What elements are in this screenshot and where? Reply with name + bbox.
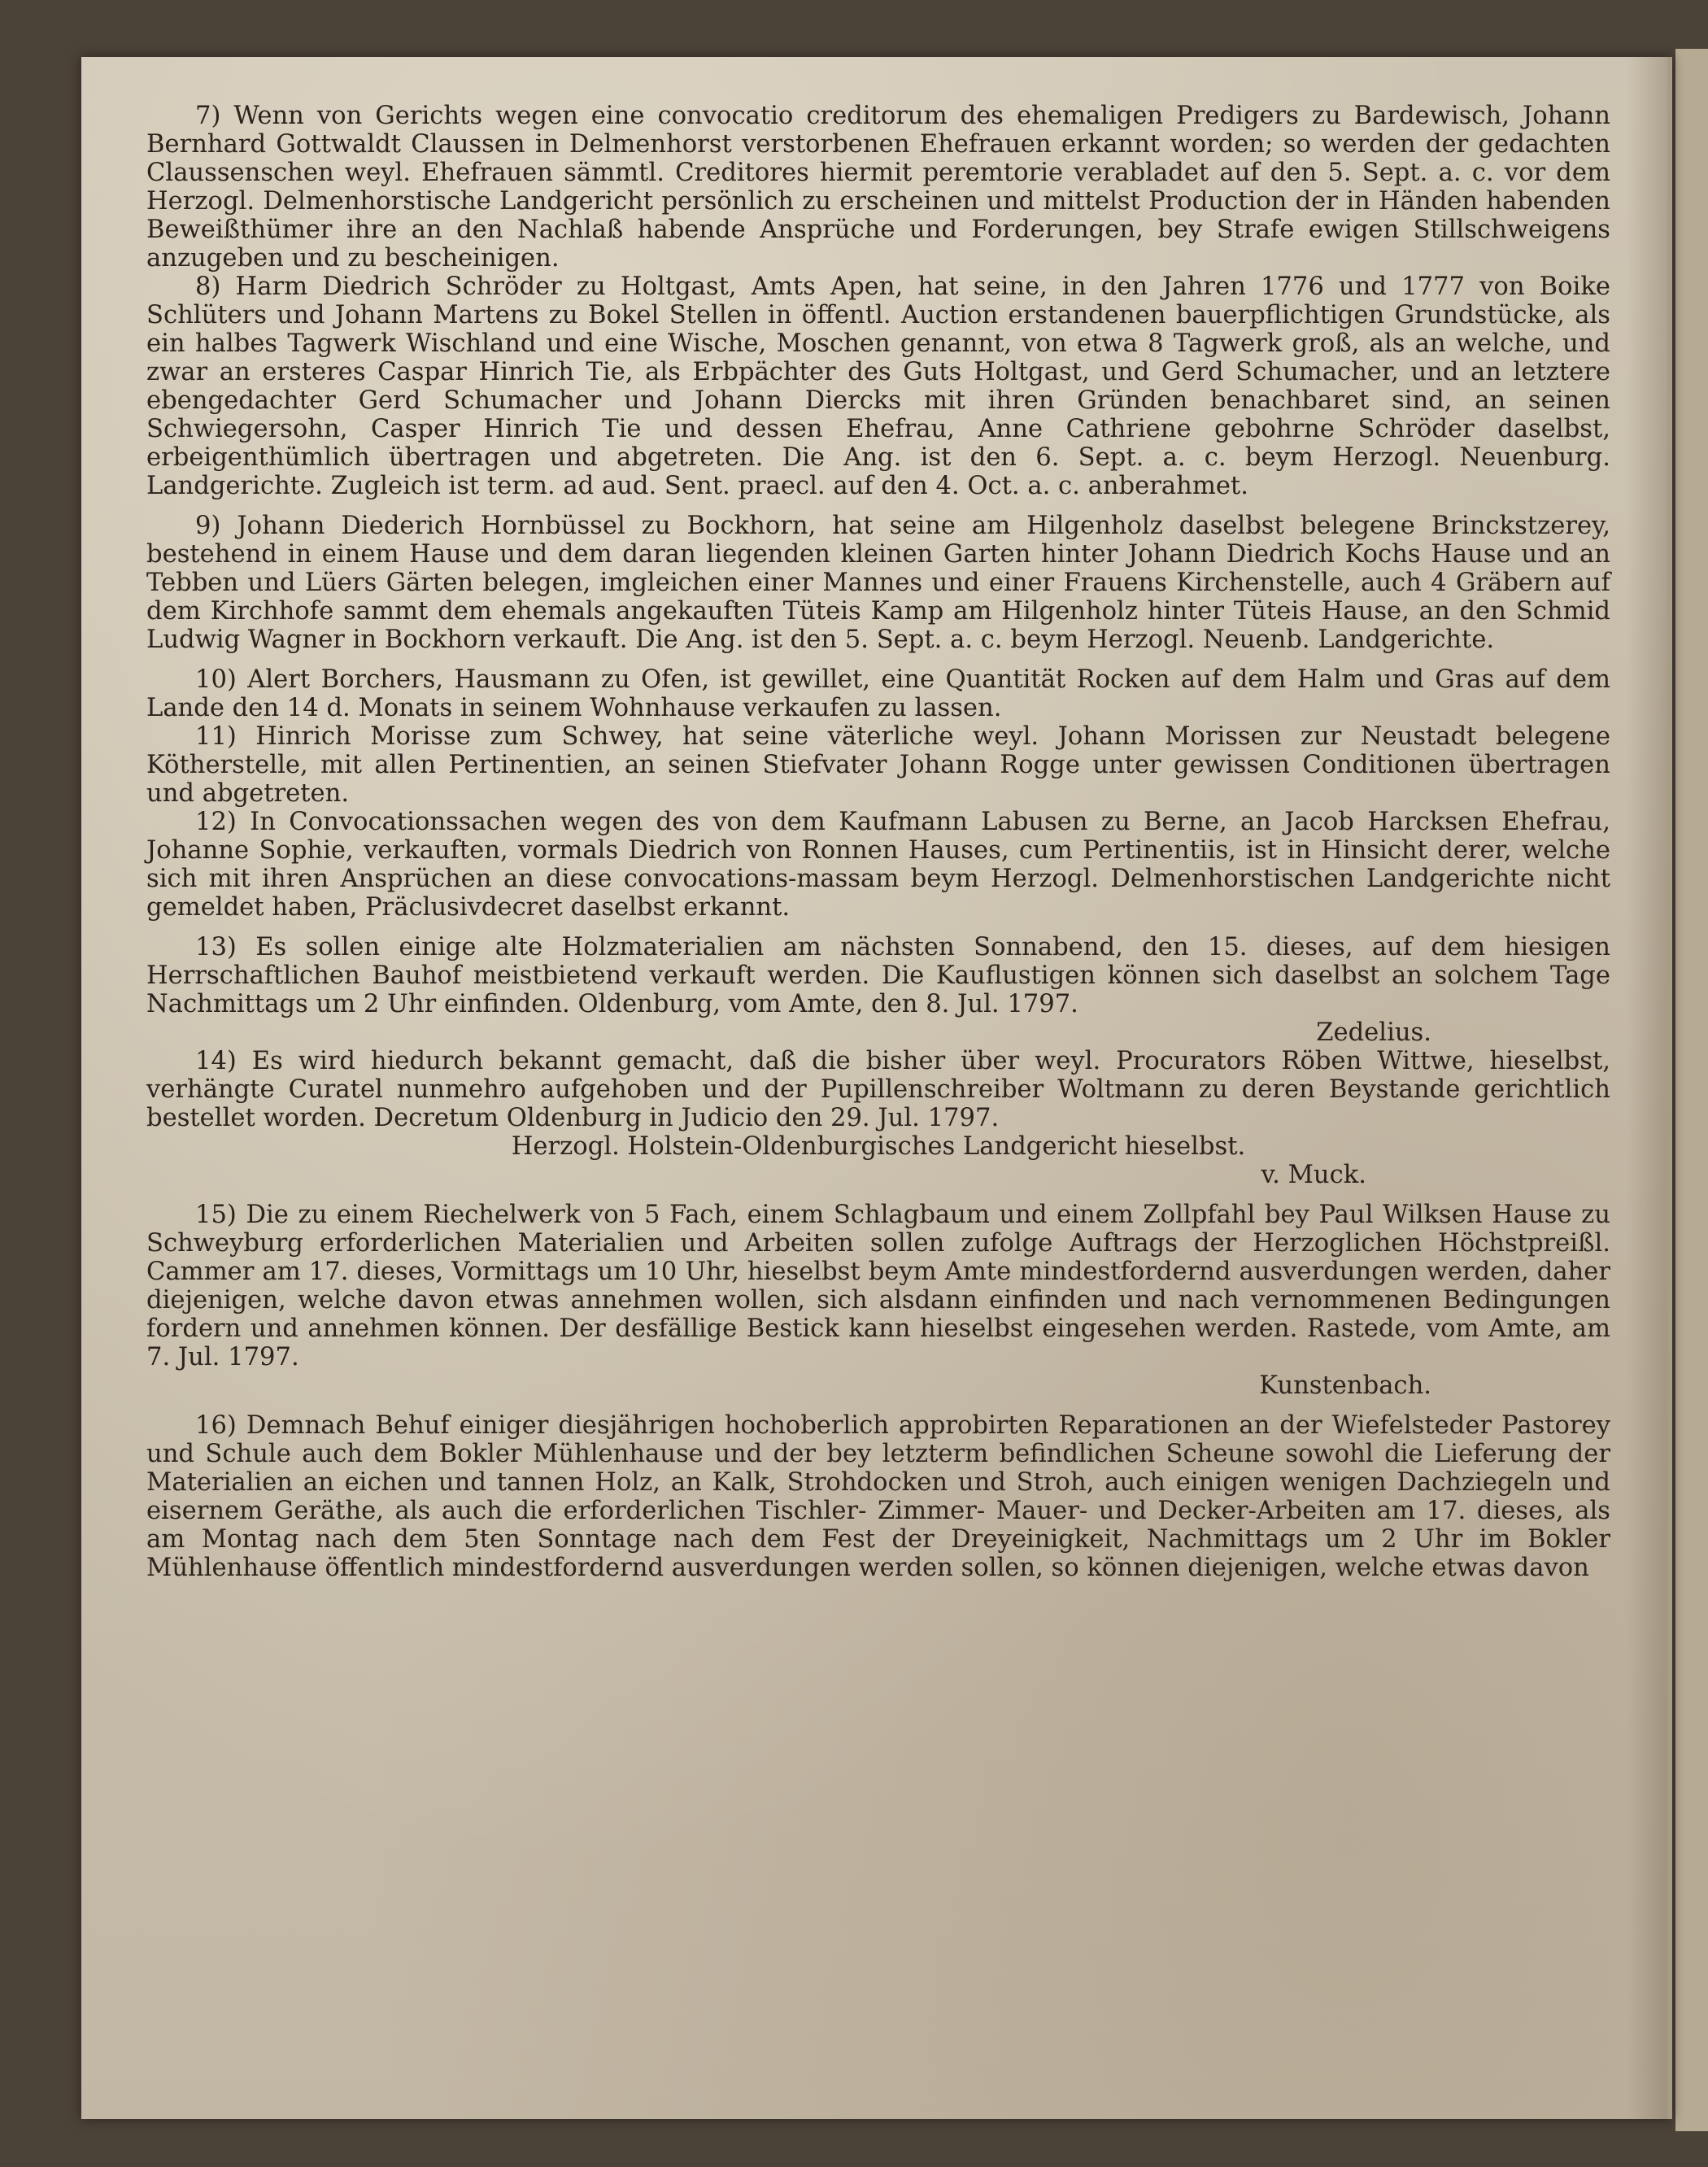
- signature-zedelius: Zedelius.: [1316, 1018, 1431, 1047]
- signature-kunstenbach: Kunstenbach.: [1259, 1371, 1431, 1400]
- signature-muck: v. Muck.: [1261, 1161, 1366, 1189]
- paper-shadow: [1627, 57, 1667, 2119]
- paragraph-7: 7) Wenn von Gerichts wegen eine convocatio creditorum des ehemaligen Predigers zu Bardewisch, Johann Bernhard Gottwaldt Claussen in Delmenhorst verstorbenen Ehefrauen erkannt worden; so werden der gedachten Claussenschen weyl. Ehefrauen sämmtl. Creditores hiermit peremtorie verabladet auf den 5. Sept. a. c. vor dem Herzogl. Delmenhorstische Landgericht persönlich zu erscheinen und mittelst Production der in Händen habenden Beweißthümer ihre an den Nachlaß habende Ansprüche und Forderungen, bey Strafe ewigen Stillschweigens anzugeben und zu bescheinigen.: [146, 102, 1610, 273]
- paragraph-16: 16) Demnach Behuf einiger diesjährigen hochoberlich approbirten Reparationen an der Wiefelsteder Pastorey und Schule auch dem Bokler Mühlenhause und der bey letzterm befindlichen Scheune sowohl die Lieferung der Materialien an eichen und tannen Holz, an Kalk, Strohdocken und Stroh, auch einigen wenigen Dachziegeln und eisernem Geräthe, als auch die erforderlichen Tischler- Zimmer- Mauer- und Decker-Arbeiten am 17. dieses, als am Montag nach dem 5ten Sonntage nach dem Fest der Dreyeinigkeit, Nachmittags um 2 Uhr im Bokler Mühlenhause öffentlich mindestfordernd ausverdungen werden sollen, so können diejenigen, welche etwas davon: [146, 1411, 1610, 1582]
- paragraph-13: 13) Es sollen einige alte Holzmaterialien am nächsten Sonnabend, den 15. dieses, auf dem hiesigen Herrschaftlichen Bauhof meistbietend verkauft werden. Die Kauflustigen können sich daselbst an solchem Tage Nachmittags um 2 Uhr einfinden. Oldenburg, vom Amte, den 8. Jul. 1797.: [146, 933, 1610, 1018]
- document-text: [146, 102, 1610, 1582]
- paragraph-9: 9) Johann Diederich Hornbüssel zu Bockhorn, hat seine am Hilgenholz daselbst belegene Brinckstzerey, bestehend in einem Hause und dem daran liegenden kleinen Garten hinter Johann Diedrich Kochs Hause und an Tebben und Lüers Gärten belegen, imgleichen einer Mannes und einer Frauens Kirchenstelle, auch 4 Gräbern auf dem Kirchhofe sammt dem ehemals angekauften Tüteis Kamp am Hilgenholz hinter Tüteis Hause, an den Schmid Ludwig Wagner in Bockhorn verkauft. Die Ang. ist den 5. Sept. a. c. beym Herzogl. Neuenb. Landgerichte.: [146, 512, 1610, 654]
- paragraph-10: 10) Alert Borchers, Hausmann zu Ofen, ist gewillet, eine Quantität Rocken auf dem Halm und Gras auf dem Lande den 14 d. Monats in seinem Wohnhause verkaufen zu lassen.: [146, 665, 1610, 722]
- signature-landgericht: Herzogl. Holstein-Oldenburgisches Landgericht hieselbst.: [511, 1132, 1246, 1161]
- paragraph-12: 12) In Convocationssachen wegen des von dem Kaufmann Labusen zu Berne, an Jacob Harcksen Ehefrau, Johanne Sophie, verkauften, vormals Diedrich von Ronnen Hauses, cum Pertinentiis, ist in Hinsicht derer, welche sich mit ihren Ansprüchen an diese convocations-massam beym Herzogl. Delmenhorstischen Landgerichte nicht gemeldet haben, Präclusivdecret daselbst erkannt.: [146, 808, 1610, 922]
- paragraph-15: 15) Die zu einem Riechelwerk von 5 Fach, einem Schlagbaum und einem Zollpfahl bey Paul Wilksen Hause zu Schweyburg erforderlichen Materialien und Arbeiten sollen zufolge Auftrags der Herzoglichen Höchstpreißl. Cammer am 17. dieses, Vormittags um 10 Uhr, hieselbst beym Amte mindestfordernd ausverdungen werden, daher diejenigen, welche davon etwas annehmen wollen, sich alsdann einfinden und nach vernommenen Bedingungen fordern und annehmen können. Der desfällige Bestick kann hieselbst eingesehen werden. Rastede, vom Amte, am 7. Jul. 1797.: [146, 1201, 1610, 1371]
- adjacent-page-edge: [1675, 49, 1708, 2131]
- paragraph-8: 8) Harm Diedrich Schröder zu Holtgast, Amts Apen, hat seine, in den Jahren 1776 und 1777 von Boike Schlüters und Johann Martens zu Bokel Stellen in öffentl. Auction erstandenen bauerpflichtigen Grundstücke, als ein halbes Tagwerk Wischland und eine Wische, Moschen genannt, von etwa 8 Tagwerk groß, als an welche, und zwar an ersteres Caspar Hinrich Tie, als Erbpächter des Guts Holtgast, und Gerd Schumacher, und an letztere ebengedachter Gerd Schumacher und Johann Diercks mit ihren Gründen benachbaret sind, an seinen Schwiegersohn, Casper Hinrich Tie und dessen Ehefrau, Anne Cathriene gebohrne Schröder daselbst, erbeigenthümlich übertragen und abgetreten. Die Ang. ist den 6. Sept. a. c. beym Herzogl. Neuenburg. Landgerichte. Zugleich ist term. ad aud. Sent. praecl. auf den 4. Oct. a. c. anberahmet.: [146, 273, 1610, 500]
- paragraph-11: 11) Hinrich Morisse zum Schwey, hat seine väterliche weyl. Johann Morissen zur Neustadt belegene Kötherstelle, mit allen Pertinentien, an seinen Stiefvater Johann Rogge unter gewissen Conditionen übertragen und abgetreten.: [146, 722, 1610, 808]
- paragraph-14: 14) Es wird hiedurch bekannt gemacht, daß die bisher über weyl. Procurators Röben Wittwe, hieselbst, verhängte Curatel nunmehro aufgehoben und der Pupillenschreiber Woltmann zu deren Beystande gerichtlich bestellet worden. Decretum Oldenburg in Judicio den 29. Jul. 1797.: [146, 1047, 1610, 1132]
